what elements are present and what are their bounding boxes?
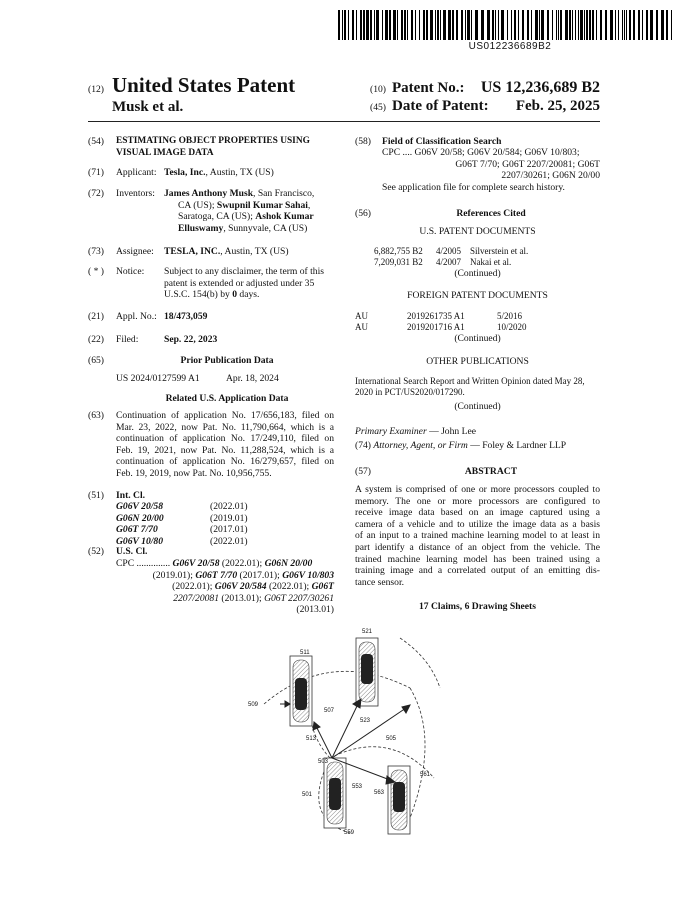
field-22: [88, 334, 218, 346]
barcode-bar: [661, 10, 664, 40]
barcode-bar: [541, 10, 544, 40]
field-search-line: 2207/30261; G06N 20/00: [501, 170, 600, 182]
int-cl-class: G06V 20/58: [116, 501, 163, 512]
barcode-bar: [558, 10, 559, 40]
label-521: 521: [362, 629, 373, 635]
int-cl-year: (2017.01): [210, 524, 248, 536]
field-search-heading: Field of Classification Search: [382, 136, 502, 147]
barcode-bar: [586, 10, 588, 40]
barcode-bar: [522, 10, 524, 40]
barcode-bar: [501, 10, 504, 40]
field-72: (72) Inventors: James Anthony Musk, San Francisco, CA (US); Swupnil Kumar Sahai, Saratoga, CA (US); Ashok Kumar Elluswamy, Sunnyvale, CA (US): [88, 188, 315, 234]
inventors-label: Inventors:: [116, 188, 155, 199]
references-heading: References Cited: [456, 208, 526, 219]
code-63: (63): [88, 410, 104, 421]
barcode: [338, 10, 672, 40]
cpc-d3: G06T 2207/30261: [264, 592, 334, 604]
barcode-bar: [622, 10, 623, 40]
barcode-bar: [467, 10, 470, 40]
code-65: (65): [88, 355, 104, 366]
code-51: (51): [88, 490, 104, 501]
abstract-line: part identify a distance of an object from the vehicle. The: [355, 541, 600, 553]
abstract-line: memory. The one or more processors are configured to: [355, 495, 600, 507]
barcode-bar: [552, 10, 553, 40]
cpc-c3: (2022.01);: [266, 581, 312, 593]
barcode-bar: [456, 10, 458, 40]
barcode-bar: [370, 10, 372, 40]
continuation-line: Feb. 19, 2019, now Pat. No. 10,956,755.: [116, 467, 272, 479]
vehicle-511: [290, 656, 312, 726]
inventor-3-loc: , Sunnyvale, CA (US): [223, 222, 308, 234]
barcode-bar: [338, 10, 340, 40]
barcode-bar: [610, 10, 613, 40]
code-54: (54): [88, 136, 104, 147]
field-notice: [88, 266, 338, 302]
code-71: (71): [88, 167, 104, 178]
kind-code-12: (12): [88, 84, 104, 95]
label-559: 559: [344, 830, 355, 836]
barcode-bar: [363, 10, 365, 40]
us-doc-row: [374, 257, 600, 268]
other-pub-line-1: International Search Report and Written Opinion dated May 28,: [355, 376, 585, 386]
code-21: (21): [88, 311, 104, 322]
barcode-bar: [572, 10, 573, 40]
assignee-name: TESLA, INC.: [164, 246, 221, 257]
attorney: [355, 440, 566, 452]
barcode-bar: [385, 10, 388, 40]
us-docs-continued: (Continued): [454, 268, 501, 279]
int-cl-row: [116, 524, 266, 536]
cpc-b2: G06T 7/70: [195, 569, 238, 581]
notice-line-3: U.S.C. 154(b) by: [164, 289, 233, 301]
barcode-bar: [389, 10, 391, 40]
barcode-bar: [435, 10, 436, 40]
code-57: (57): [355, 466, 371, 477]
barcode-bar: [440, 10, 441, 40]
code-58: (58): [355, 136, 371, 147]
vehicle-501: [324, 758, 346, 828]
cpc-c4: G06T: [311, 581, 334, 593]
code-72: (72): [88, 188, 104, 199]
barcode-bar: [404, 10, 406, 40]
patent-number: US 12,236,689 B2: [480, 79, 600, 96]
barcode-bar: [565, 10, 568, 40]
continuation-line: continuation of application No. 17/249,110, filed on: [116, 433, 334, 445]
barcode-bar: [475, 10, 478, 40]
prior-pub-number: US 2024/0127599 A1: [116, 373, 200, 384]
barcode-bar: [671, 10, 672, 40]
int-cl-class: G06N 20/00: [116, 512, 164, 524]
cpc-a1: G06V 20/58: [172, 558, 220, 569]
barcode-bar: [535, 10, 538, 40]
barcode-bar: [618, 10, 619, 40]
foreign-doc-number: 2019261735 A1: [407, 311, 465, 321]
barcode-bar: [461, 10, 463, 40]
cpc-label: CPC ..............: [116, 558, 171, 569]
us-doc-date: 4/2005: [436, 246, 462, 256]
inventor-1-state: CA (US);: [178, 199, 217, 211]
continuation-line: continuation of application No. 16/279,657, filed on: [116, 456, 334, 468]
continuation-line: Feb. 19, 2021, now Pat. No. 11,288,524, which is a: [116, 444, 334, 456]
cpc-a3: G06N 20/00: [264, 558, 313, 569]
applicant-label: Applicant:: [116, 167, 157, 178]
foreign-docs-list: [355, 311, 600, 333]
label-501: 501: [302, 792, 313, 798]
abstract-line: tance sensor.: [355, 576, 405, 588]
continuation-text: [116, 410, 334, 480]
abstract-text: [355, 484, 600, 588]
applicant-name: Tesla, Inc.: [164, 167, 206, 178]
code-52: (52): [88, 546, 104, 557]
abstract-line: trained machine learning model has been trained using a: [355, 553, 600, 565]
cpc-d1: 2207/20081: [173, 592, 220, 604]
barcode-bar: [423, 10, 425, 40]
inventor-2-loc: Saratoga, CA (US);: [178, 211, 256, 223]
barcode-bar: [407, 10, 408, 40]
barcode-bar: [495, 10, 496, 40]
us-doc-number: 7,209,031 B2: [374, 257, 423, 267]
inventor-short: Musk et al.: [112, 99, 184, 115]
barcode-bar: [382, 10, 383, 40]
label-563: 563: [374, 790, 385, 796]
date-label: Date of Patent:: [392, 98, 489, 114]
inventor-1-loc: , San Francisco,: [253, 188, 315, 199]
int-cl-class: G06T 7/70: [116, 524, 158, 536]
barcode-bar: [580, 10, 583, 40]
barcode-bar: [430, 10, 433, 40]
barcode-bar: [348, 10, 349, 40]
int-cl-table: [116, 501, 266, 547]
abstract-heading: ABSTRACT: [464, 466, 518, 477]
related-heading: Related U.S. Application Data: [165, 393, 289, 404]
cpc-b1: (2019.01);: [152, 569, 196, 581]
label-513: 513: [306, 736, 317, 742]
barcode-bar: [342, 10, 343, 40]
code-74: (74): [355, 440, 371, 451]
barcode-bar: [666, 10, 668, 40]
barcode-bar: [401, 10, 403, 40]
code-22: (22): [88, 334, 104, 345]
barcode-bar: [605, 10, 607, 40]
patent-title-heading: United States Patent: [112, 73, 296, 97]
barcode-bar: [656, 10, 658, 40]
inventor-3-last: Elluswamy: [178, 222, 224, 234]
code-45: (45): [370, 102, 386, 113]
applicant-location: , Austin, TX (US): [205, 167, 274, 178]
code-10: (10): [370, 84, 386, 95]
barcode-bar: [629, 10, 631, 40]
barcode-bar: [426, 10, 428, 40]
int-cl-label: Int. Cl.: [116, 490, 146, 501]
foreign-doc-date: 10/2020: [497, 322, 527, 332]
barcode-bar: [633, 10, 635, 40]
field-21: [88, 311, 208, 323]
cpc-e1: (2013.01): [296, 604, 334, 616]
label-523: 523: [360, 718, 371, 724]
cpc-c2: G06V 20/584: [214, 581, 267, 593]
cpc-a2: (2022.01);: [219, 558, 265, 569]
barcode-bar: [539, 10, 540, 40]
filed-label: Filed:: [116, 334, 139, 345]
label-509: 509: [248, 702, 259, 708]
us-doc-name: Nakai et al.: [470, 257, 512, 267]
us-doc-date: 4/2007: [436, 257, 462, 267]
barcode-number: US012236689B2: [468, 41, 552, 52]
barcode-bar: [397, 10, 398, 40]
inventor-1: James Anthony Musk: [164, 188, 254, 199]
barcode-bar: [481, 10, 484, 40]
label-553: 553: [352, 784, 363, 790]
notice-line-1: Subject to any disclaimer, the term of this: [164, 266, 325, 277]
us-docs-heading: U.S. PATENT DOCUMENTS: [419, 226, 536, 237]
invention-title: ESTIMATING OBJECT PROPERTIES USING VISUAL IMAGE DATA: [116, 136, 310, 158]
barcode-bar: [411, 10, 413, 40]
figure-5: [240, 618, 460, 850]
field-71: [88, 167, 274, 179]
abstract-line: training image and a correlated output of an emitting dis-: [355, 565, 600, 577]
label-561: 561: [420, 772, 431, 778]
barcode-bar: [366, 10, 369, 40]
barcode-bar: [650, 10, 653, 40]
field-search-lines: [382, 147, 600, 193]
code-notice: ( * ): [88, 266, 104, 277]
barcode-bar: [393, 10, 396, 40]
inventor-3: Ashok Kumar: [255, 211, 314, 223]
notice-days-suffix: days.: [237, 289, 260, 301]
us-docs-list: [374, 246, 600, 268]
other-pub-line-2: 2020 in PCT/US2020/017290.: [355, 387, 465, 397]
foreign-doc-country: AU: [355, 311, 368, 321]
barcode-bar: [626, 10, 627, 40]
field-73: [88, 246, 289, 258]
barcode-bar: [360, 10, 362, 40]
barcode-bar: [589, 10, 591, 40]
prior-pub-date: Apr. 18, 2024: [226, 373, 279, 384]
field-search-line: G06T 7/70; G06T 2207/20081; G06T: [455, 158, 600, 170]
us-doc-row: [374, 246, 600, 257]
field-search-line: CPC .... G06V 20/58; G06V 20/584; G06V 10/803;: [382, 147, 580, 158]
int-cl-row: [116, 501, 266, 513]
notice-line-2: patent is extended or adjusted under 35: [164, 277, 315, 289]
int-cl-year: (2022.01): [210, 535, 248, 547]
barcode-bar: [492, 10, 494, 40]
continuation-line: Continuation of application No. 17/656,183, filed on: [116, 410, 334, 421]
cpc-d2: (2013.01);: [219, 592, 265, 604]
foreign-doc-date: 5/2016: [497, 311, 523, 321]
barcode-bar: [569, 10, 571, 40]
abstract-line: receive image data based on an image captured using a: [355, 507, 600, 519]
barcode-bar: [356, 10, 357, 40]
attorney-label: Attorney, Agent, or Firm: [373, 440, 468, 451]
label-503: 503: [318, 759, 329, 765]
barcode-bar: [578, 10, 579, 40]
other-pubs-heading: OTHER PUBLICATIONS: [426, 356, 529, 367]
other-pubs-text: [355, 376, 600, 398]
barcode-bar: [443, 10, 446, 40]
barcode-bar: [527, 10, 529, 40]
us-doc-number: 6,882,755 B2: [374, 246, 423, 256]
code-56: (56): [355, 208, 371, 219]
barcode-bar: [448, 10, 451, 40]
barcode-bar: [487, 10, 490, 40]
foreign-docs-continued: (Continued): [454, 333, 501, 344]
continuation-line: Mar. 23, 2022, now Pat. No. 11,790,664, which is a: [116, 421, 334, 433]
abstract-line: camera of a vehicle and to utilize the image data as a basis: [355, 518, 600, 530]
barcode-bar: [437, 10, 439, 40]
barcode-bar: [638, 10, 640, 40]
foreign-docs-heading: FOREIGN PATENT DOCUMENTS: [407, 290, 548, 301]
foreign-doc-number: 2019201716 A1: [407, 322, 465, 332]
barcode-bar: [624, 10, 625, 40]
prior-pub-heading: Prior Publication Data: [180, 355, 274, 366]
barcode-bar: [642, 10, 643, 40]
barcode-bar: [419, 10, 420, 40]
barcode-bar: [344, 10, 346, 40]
int-cl-year: (2022.01): [210, 501, 248, 512]
barcode-bar: [471, 10, 472, 40]
foreign-doc-country: AU: [355, 322, 368, 332]
barcode-bar: [352, 10, 354, 40]
appl-no: 18/473,059: [164, 311, 208, 322]
barcode-bar: [560, 10, 562, 40]
other-pubs-continued: (Continued): [454, 401, 501, 412]
barcode-bar: [415, 10, 416, 40]
barcode-bar: [531, 10, 532, 40]
cpc-b4: G06V 10/803: [282, 569, 334, 581]
barcode-bar: [376, 10, 379, 40]
vehicle-521: [356, 638, 378, 706]
examiner-name: — John Lee: [426, 426, 476, 437]
filed-date: Sep. 22, 2023: [164, 334, 218, 345]
barcode-bar: [615, 10, 616, 40]
barcode-bar: [584, 10, 585, 40]
barcode-bar: [498, 10, 499, 40]
int-cl-year: (2019.01): [210, 512, 248, 524]
foreign-doc-row: [355, 322, 600, 333]
primary-examiner: [355, 426, 476, 438]
examiner-label: Primary Examiner: [355, 426, 427, 437]
foreign-doc-row: [355, 311, 600, 322]
barcode-bar: [465, 10, 466, 40]
barcode-bar: [514, 10, 516, 40]
assignee-location: , Austin, TX (US): [220, 246, 289, 257]
barcode-bar: [374, 10, 375, 40]
appl-no-label: Appl. No.:: [116, 311, 157, 322]
header-divider: [88, 121, 600, 122]
patent-no-label: Patent No.:: [392, 80, 465, 96]
vehicle-561: [388, 766, 410, 834]
barcode-bar: [596, 10, 597, 40]
field-search-line: See application file for complete search history.: [382, 181, 565, 193]
abstract-line: of an input to a trained machine learning model to at least in: [355, 530, 600, 542]
label-511: 511: [300, 650, 310, 656]
patent-date: Feb. 25, 2025: [515, 98, 600, 114]
assignee-label: Assignee:: [116, 246, 154, 257]
us-cl-label: U.S. Cl.: [116, 546, 148, 557]
cpc-b3: (2017.01);: [237, 569, 283, 581]
us-doc-name: Silverstein et al.: [470, 246, 529, 256]
barcode-bar: [507, 10, 508, 40]
attorney-name: — Foley & Lardner LLP: [467, 440, 567, 451]
label-505: 505: [386, 736, 397, 742]
barcode-bar: [547, 10, 549, 40]
barcode-bar: [646, 10, 648, 40]
barcode-bar: [452, 10, 454, 40]
barcode-bar: [592, 10, 594, 40]
barcode-bar: [556, 10, 557, 40]
notice-days: 0: [232, 289, 238, 301]
barcode-bar: [600, 10, 602, 40]
barcode-bar: [511, 10, 512, 40]
int-cl-class: G06V 10/80: [116, 535, 163, 547]
us-cl-cpc: [116, 558, 334, 616]
inventor-2: Swupnil Kumar Sahai: [216, 199, 308, 211]
barcode-bar: [575, 10, 576, 40]
code-73: (73): [88, 246, 104, 257]
claims-summary: 17 Claims, 6 Drawing Sheets: [419, 601, 536, 612]
barcode-bar: [518, 10, 519, 40]
notice-label: Notice:: [116, 266, 145, 277]
cpc-c1: (2022.01);: [172, 581, 215, 593]
abstract-line: A system is comprised of one or more processors coupled to: [355, 484, 600, 495]
field-54: [88, 136, 338, 159]
label-507: 507: [324, 708, 335, 714]
int-cl-row: [116, 513, 266, 525]
